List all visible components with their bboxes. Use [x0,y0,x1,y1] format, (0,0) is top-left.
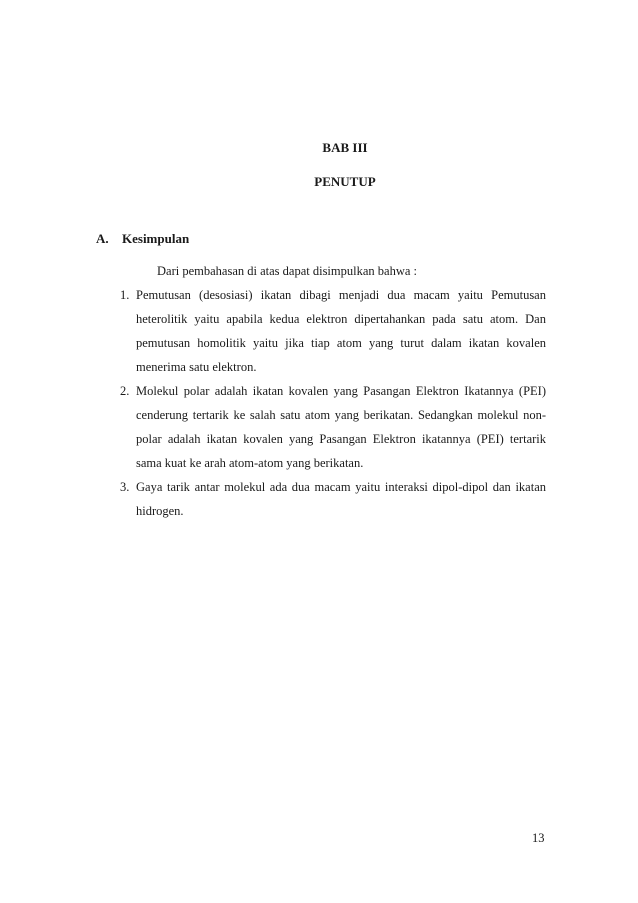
page-number: 13 [532,831,545,845]
list-item-text: Pemutusan (desosiasi) ikatan dibagi menjadi dua macam yaitu Pemutusan heterolitik yaitu apabila kedua elektron dipertahankan pada satu atom. Dan pemutusan homolitik yaitu jika tiap atom yang turut dalam ikatan kovalen menerima satu elektron. [136,288,546,374]
list-item [120,475,546,523]
list-item-text: Gaya tarik antar molekul ada dua macam yaitu interaksi dipol-dipol dan ikatan hidrogen. [136,480,546,518]
list-item [120,379,546,475]
intro-paragraph: Dari pembahasan di atas dapat disimpulkan bahwa : [157,264,417,278]
chapter-number: BAB III [322,140,368,155]
list-item-number: 1. [120,288,130,302]
conclusion-list [120,283,546,523]
chapter-title: PENUTUP [314,174,376,189]
list-item-text: Molekul polar adalah ikatan kovalen yang Pasangan Elektron Ikatannya (PEI) cenderung tertarik ke salah satu atom yang berikatan. Sedangkan molekul non-polar adalah ikatan kovalen yang Pasangan Elektron ikatannya (PEI) tertarik sama kuat ke arah atom-atom yang berikatan. [136,384,546,470]
section-letter: A. [96,231,109,246]
list-item-number: 2. [120,384,130,398]
list-item-number: 3. [120,480,130,494]
section-title: Kesimpulan [122,231,190,246]
section-heading [96,231,189,247]
list-item [120,283,546,379]
